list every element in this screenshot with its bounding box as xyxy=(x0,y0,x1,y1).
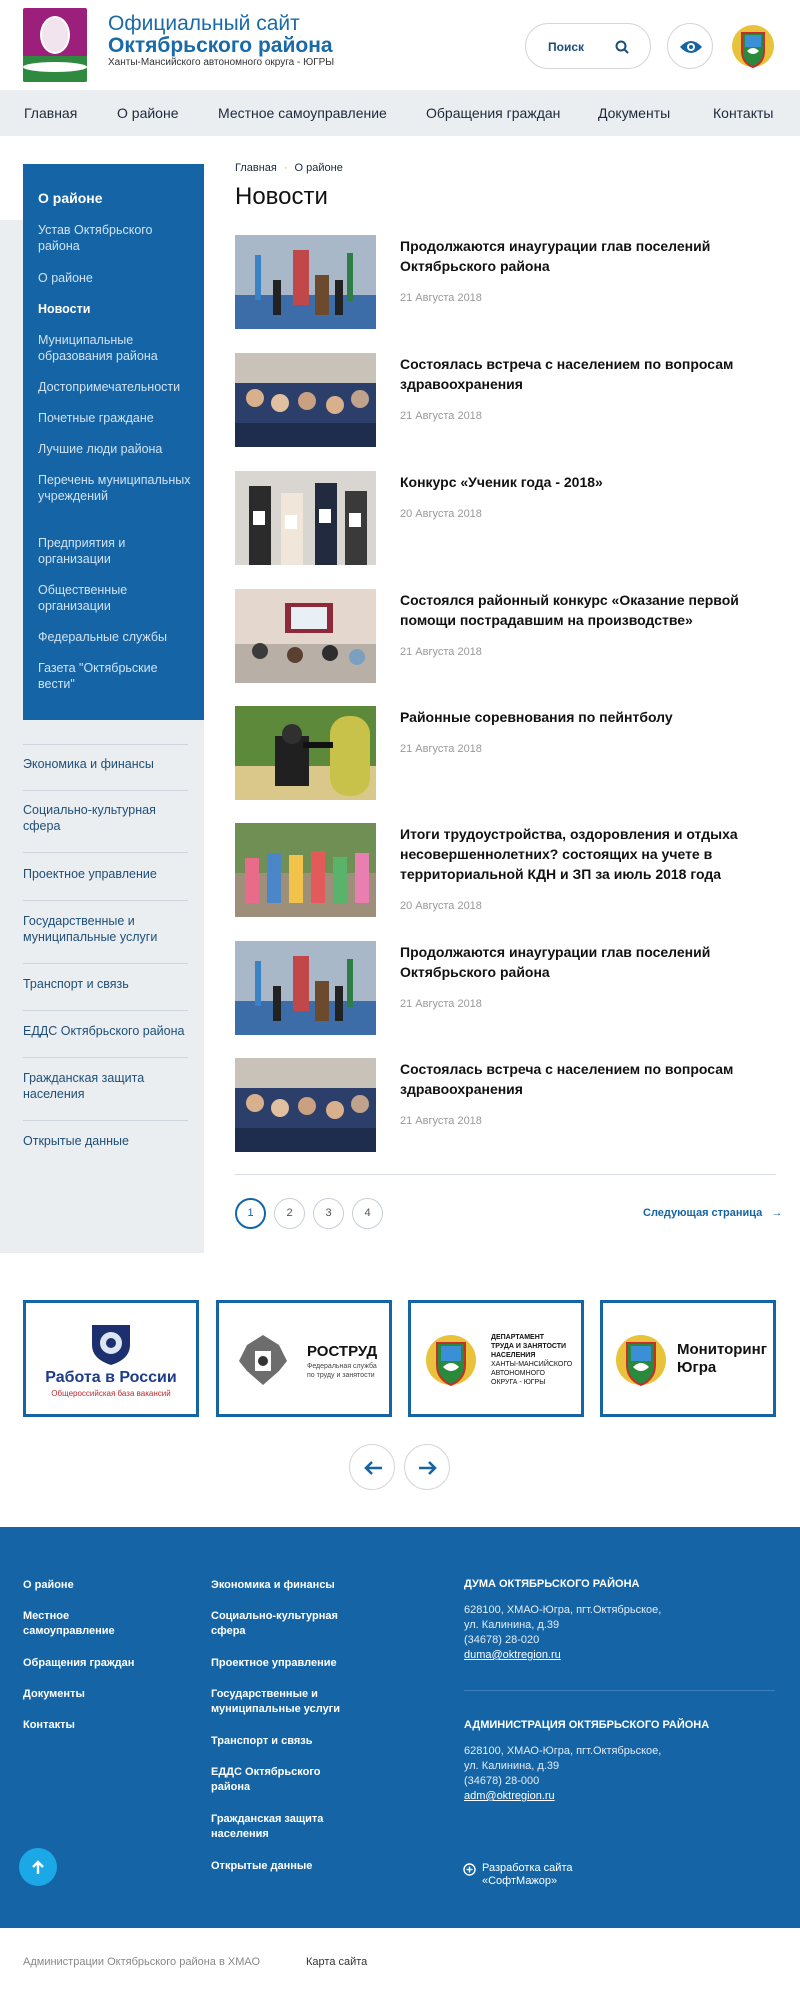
nav-documents[interactable]: Документы xyxy=(598,105,671,121)
arrow-right-icon: → xyxy=(765,1207,783,1219)
dept-line3: НАСЕЛЕНИЯ xyxy=(491,1352,536,1359)
news-image[interactable] xyxy=(235,706,376,800)
carousel-next-button[interactable] xyxy=(404,1444,450,1490)
coat-of-arms-icon xyxy=(425,1331,477,1389)
sidebar-item-newspaper[interactable]: Газета "Октябрьские вести" xyxy=(38,661,158,691)
news-image[interactable] xyxy=(235,941,376,1035)
footer-link-civil-defense[interactable]: Гражданская защита населения xyxy=(211,1813,324,1840)
partner-monitoring-yugra[interactable] xyxy=(600,1300,776,1417)
news-date: 21 Августа 2018 xyxy=(400,646,482,658)
footer-link-transport[interactable]: Транспорт и связь xyxy=(211,1735,313,1747)
sidebar-item-news[interactable]: Новости xyxy=(38,302,91,316)
news-date: 20 Августа 2018 xyxy=(400,508,482,520)
accessibility-eye-button[interactable] xyxy=(667,23,713,69)
sidebar-divider xyxy=(23,1010,188,1011)
sidebar-link-open-data[interactable]: Открытые данные xyxy=(23,1134,129,1148)
bottom-bar xyxy=(0,1928,800,1999)
footer-admin-title: АДМИНИСТРАЦИЯ ОКТЯБРЬСКОГО РАЙОНА xyxy=(464,1719,710,1731)
sidebar-item-public-orgs[interactable]: Общественные организации xyxy=(38,583,128,613)
sidebar-divider xyxy=(23,963,188,964)
news-title[interactable]: Состоялась встреча с населением по вопросам здравоохранения xyxy=(400,1061,734,1097)
rabota-shield-icon xyxy=(88,1321,134,1367)
sidebar-divider xyxy=(23,1120,188,1121)
arrow-up-icon xyxy=(31,1859,45,1875)
nav-self-government[interactable]: Местное самоуправление xyxy=(218,105,387,121)
nav-home[interactable]: Главная xyxy=(24,105,78,121)
sidebar-link-civil-defense[interactable]: Гражданская защита населения xyxy=(23,1071,145,1101)
site-title-line2: Октябрьского района xyxy=(108,34,333,57)
news-date: 21 Августа 2018 xyxy=(400,1115,482,1127)
scroll-top-button[interactable] xyxy=(19,1848,57,1886)
page-button-3[interactable]: 3 xyxy=(313,1198,344,1229)
developer-line2: «СофтМажор» xyxy=(482,1875,558,1887)
news-title[interactable]: Конкурс «Ученик года - 2018» xyxy=(400,474,603,490)
breadcrumb-separator: · xyxy=(283,162,288,174)
sidebar-divider xyxy=(23,900,188,901)
footer-link-about[interactable]: О районе xyxy=(23,1579,74,1591)
search-label: Поиск xyxy=(548,40,585,54)
footer-link-self-government[interactable]: Местное самоуправление xyxy=(23,1610,115,1637)
eagle-emblem-icon xyxy=(235,1331,291,1389)
sidebar-link-transport[interactable]: Транспорт и связь xyxy=(23,977,129,991)
dept-line5: АВТОНОМНОГО xyxy=(491,1370,545,1377)
partner-rabota-rossii[interactable] xyxy=(23,1300,199,1417)
footer-admin-phone: (34678) 28-000 xyxy=(464,1775,540,1787)
breadcrumb-about[interactable]: О районе xyxy=(294,162,343,174)
developer-line1: Разработка сайта xyxy=(482,1862,573,1874)
arrow-left-icon xyxy=(363,1460,383,1476)
partner-rostrud-sub1: Федеральная служба xyxy=(307,1363,377,1370)
sidebar-link-edds[interactable]: ЕДДС Октябрьского района xyxy=(23,1024,185,1038)
news-date: 21 Августа 2018 xyxy=(400,410,482,422)
sidebar-link-services[interactable]: Государственные и муниципальные услуги xyxy=(23,914,158,944)
footer-link-open-data[interactable]: Открытые данные xyxy=(211,1860,313,1872)
partner-monitoring-line2: Югра xyxy=(677,1359,717,1376)
news-title[interactable]: Состоялась встреча с населением по вопросам здравоохранения xyxy=(400,356,734,392)
footer-link-contacts[interactable]: Контакты xyxy=(23,1719,75,1731)
developer-credit[interactable] xyxy=(463,1862,572,1888)
search-button[interactable] xyxy=(525,23,651,69)
page-button-1[interactable]: 1 xyxy=(235,1198,266,1229)
footer-admin-address2: ул. Калинина, д.39 xyxy=(464,1760,560,1772)
nav-about[interactable]: О районе xyxy=(117,105,179,121)
news-image[interactable] xyxy=(235,823,376,917)
footer-link-appeals[interactable]: Обращения граждан xyxy=(23,1657,135,1669)
sidebar-divider xyxy=(23,852,188,853)
partner-monitoring-line1: Мониторинг xyxy=(677,1341,767,1358)
sidebar-heading: О районе xyxy=(38,190,103,206)
site-header xyxy=(0,0,800,90)
news-title[interactable]: Продолжаются инаугурации глав поселений Октябрьского района xyxy=(400,238,711,274)
partner-department-text xyxy=(491,1333,572,1387)
sidebar-item-federal-services[interactable]: Федеральные службы xyxy=(38,630,168,644)
dept-line4: ХАНТЫ-МАНСИЙСКОГО xyxy=(491,1361,573,1368)
news-date: 20 Августа 2018 xyxy=(400,900,482,912)
news-title[interactable]: Итоги трудоустройства, оздоровления и отдыха несовершеннолетних? состоящих на учете в территориальной КДН и ЗП за июль 2018 года xyxy=(400,826,738,882)
footer-link-documents[interactable]: Документы xyxy=(23,1688,85,1700)
pagination-divider xyxy=(235,1174,776,1175)
sidebar-submenu xyxy=(23,164,204,720)
bottom-copyright: Администрации Октябрьского района в ХМАО xyxy=(23,1956,261,1968)
page-title: Новости xyxy=(235,183,328,210)
site-subtitle: Ханты-Мансийского автономного округа - ЮГРЫ xyxy=(108,57,335,68)
news-image[interactable] xyxy=(235,589,376,683)
footer-duma-title: ДУМА ОКТЯБРЬСКОГО РАЙОНА xyxy=(464,1578,640,1590)
main-nav xyxy=(0,90,800,136)
partner-department-labor[interactable] xyxy=(408,1300,584,1417)
news-date: 21 Августа 2018 xyxy=(400,998,482,1010)
nav-contacts[interactable]: Контакты xyxy=(713,105,774,121)
sidebar-link-economy[interactable]: Экономика и финансы xyxy=(23,757,154,771)
partner-rabota-name: Работа в России xyxy=(45,1369,177,1386)
footer-link-social[interactable]: Социально-культурная сфера xyxy=(211,1610,338,1637)
partner-rostrud[interactable] xyxy=(216,1300,392,1417)
partner-rostrud-sub2: по труду и занятости xyxy=(307,1372,375,1379)
footer-duma-email[interactable]: duma@oktregion.ru xyxy=(464,1649,561,1661)
footer-duma-phone: (34678) 28-020 xyxy=(464,1634,540,1646)
footer-duma-address2: ул. Калинина, д.39 xyxy=(464,1619,560,1631)
sidebar-item-best-people[interactable]: Лучшие люди района xyxy=(38,442,163,456)
nav-appeals[interactable]: Обращения граждан xyxy=(426,105,561,121)
footer-link-services[interactable]: Государственные и муниципальные услуги xyxy=(211,1688,341,1715)
partner-rostrud-name: РОСТРУД xyxy=(307,1343,378,1360)
footer-link-projects[interactable]: Проектное управление xyxy=(211,1657,337,1669)
page-button-2[interactable]: 2 xyxy=(274,1198,305,1229)
breadcrumb-home[interactable]: Главная xyxy=(235,162,277,174)
next-page-label: Следующая страница xyxy=(643,1207,763,1219)
sidebar-link-projects[interactable]: Проектное управление xyxy=(23,867,157,881)
dept-line1: ДЕПАРТАМЕНТ xyxy=(491,1334,545,1341)
sidebar-item-institutions[interactable]: Перечень муниципальных учреждений xyxy=(38,473,191,503)
news-title[interactable]: Состоялся районный конкурс «Оказание первой помощи пострадавшим на производстве» xyxy=(400,592,739,628)
news-title[interactable]: Районные соревнования по пейнтболу xyxy=(400,709,673,725)
footer-link-economy[interactable]: Экономика и финансы xyxy=(211,1579,335,1591)
news-image[interactable] xyxy=(235,1058,376,1152)
site-title[interactable] xyxy=(108,13,333,57)
news-image[interactable] xyxy=(235,235,376,329)
partner-rabota-sub: Общероссийская база вакансий xyxy=(51,1389,171,1398)
eye-icon xyxy=(679,38,703,56)
footer-divider xyxy=(464,1690,775,1691)
news-image[interactable] xyxy=(235,353,376,447)
news-date: 21 Августа 2018 xyxy=(400,743,482,755)
arrow-right-icon xyxy=(418,1460,438,1476)
carousel-prev-button[interactable] xyxy=(349,1444,395,1490)
footer-duma-address1: 628100, ХМАО-Югра, пгт.Октябрьское, xyxy=(464,1604,662,1616)
search-icon xyxy=(614,39,630,55)
footer-admin-address1: 628100, ХМАО-Югра, пгт.Октябрьское, xyxy=(464,1745,662,1757)
news-image[interactable] xyxy=(235,471,376,565)
district-logo[interactable] xyxy=(23,8,87,82)
dept-line2: ТРУДА И ЗАНЯТОСТИ xyxy=(491,1343,567,1350)
coat-of-arms-icon[interactable] xyxy=(731,21,775,71)
sidebar-item-honored-citizens[interactable]: Почетные граждане xyxy=(38,411,154,425)
page-button-4[interactable]: 4 xyxy=(352,1198,383,1229)
sidebar-divider xyxy=(23,1057,188,1058)
sidebar-link-social[interactable]: Социально-культурная сфера xyxy=(23,803,156,833)
sidebar-item-enterprises[interactable]: Предприятия и организации xyxy=(38,536,126,566)
sidebar-item-municipalities[interactable]: Муниципальные образования района xyxy=(38,333,158,363)
site-title-line1: Официальный сайт xyxy=(108,12,300,35)
sidebar-item-charter[interactable]: Устав Октябрьского района xyxy=(38,223,153,253)
plus-circle-icon xyxy=(463,1863,476,1876)
news-date: 21 Августа 2018 xyxy=(400,292,482,304)
sidebar-item-about[interactable]: О районе xyxy=(38,271,93,285)
footer-link-edds[interactable]: ЕДДС Октябрьского района xyxy=(211,1766,321,1793)
dept-line6: ОКРУГА - ЮГРЫ xyxy=(491,1379,546,1386)
news-title[interactable]: Продолжаются инаугурации глав поселений Октябрьского района xyxy=(400,944,711,980)
footer-admin-email[interactable]: adm@oktregion.ru xyxy=(464,1790,555,1802)
sitemap-link[interactable]: Карта сайта xyxy=(306,1956,368,1968)
sidebar-item-sights[interactable]: Достопримечательности xyxy=(38,380,181,394)
sidebar-divider xyxy=(23,790,188,791)
next-page-link[interactable] xyxy=(643,1207,783,1219)
coat-of-arms-icon xyxy=(615,1331,667,1389)
sidebar-divider xyxy=(23,744,188,745)
breadcrumb xyxy=(235,162,343,174)
